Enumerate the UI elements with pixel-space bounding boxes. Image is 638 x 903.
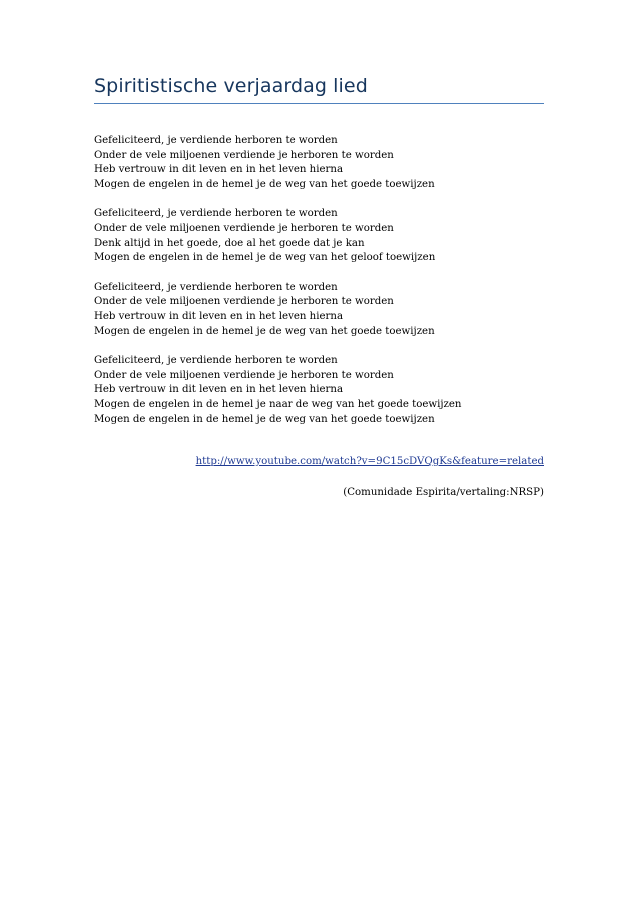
lyric-line: Mogen de engelen in de hemel je de weg van het geloof toewijzen	[94, 252, 436, 264]
translation-credit: (Comunidade Espirita/vertaling:NRSP)	[343, 487, 544, 498]
youtube-source-link[interactable]: http://www.youtube.com/watch?v=9C15cDVQgKs&feature=related	[195, 456, 544, 467]
lyric-line: Gefeliciteerd, je verdiende herboren te worden	[94, 281, 338, 293]
lyric-line: Mogen de engelen in de hemel je naar de weg van het goede toewijzen	[94, 398, 462, 410]
stanza-3	[94, 281, 544, 339]
lyrics-body	[94, 134, 544, 442]
lyric-line: Mogen de engelen in de hemel je de weg van het goede toewijzen	[94, 325, 435, 337]
lyric-line: Heb vertrouw in dit leven en in het leven hierna	[94, 310, 344, 322]
lyric-line: Heb vertrouw in dit leven en in het leven hierna	[94, 164, 344, 176]
source-link-line	[94, 454, 544, 469]
lyric-line: Onder de vele miljoenen verdiende je herboren te worden	[94, 222, 394, 234]
lyric-line: Onder de vele miljoenen verdiende je herboren te worden	[94, 296, 394, 308]
stanza-4	[94, 354, 544, 427]
lyric-line: Gefeliciteerd, je verdiende herboren te worden	[94, 355, 338, 367]
lyric-line: Onder de vele miljoenen verdiende je herboren te worden	[94, 369, 394, 381]
lyric-line: Mogen de engelen in de hemel je de weg van het goede toewijzen	[94, 178, 435, 190]
lyric-line: Gefeliciteerd, je verdiende herboren te worden	[94, 208, 338, 220]
lyric-line: Gefeliciteerd, je verdiende herboren te worden	[94, 135, 338, 146]
lyric-line: Onder de vele miljoenen verdiende je herboren te worden	[94, 149, 394, 161]
title-underline-rule	[94, 103, 544, 104]
lyric-line: Heb vertrouw in dit leven en in het leven hierna	[94, 384, 344, 396]
document-title: Spiritistische verjaardag lied	[94, 75, 368, 97]
stanza-1	[94, 134, 544, 192]
lyric-line: Mogen de engelen in de hemel je de weg van het goede toewijzen	[94, 413, 435, 425]
lyric-line: Denk altijd in het goede, doe al het goede dat je kan	[94, 237, 365, 249]
stanza-2	[94, 207, 544, 265]
